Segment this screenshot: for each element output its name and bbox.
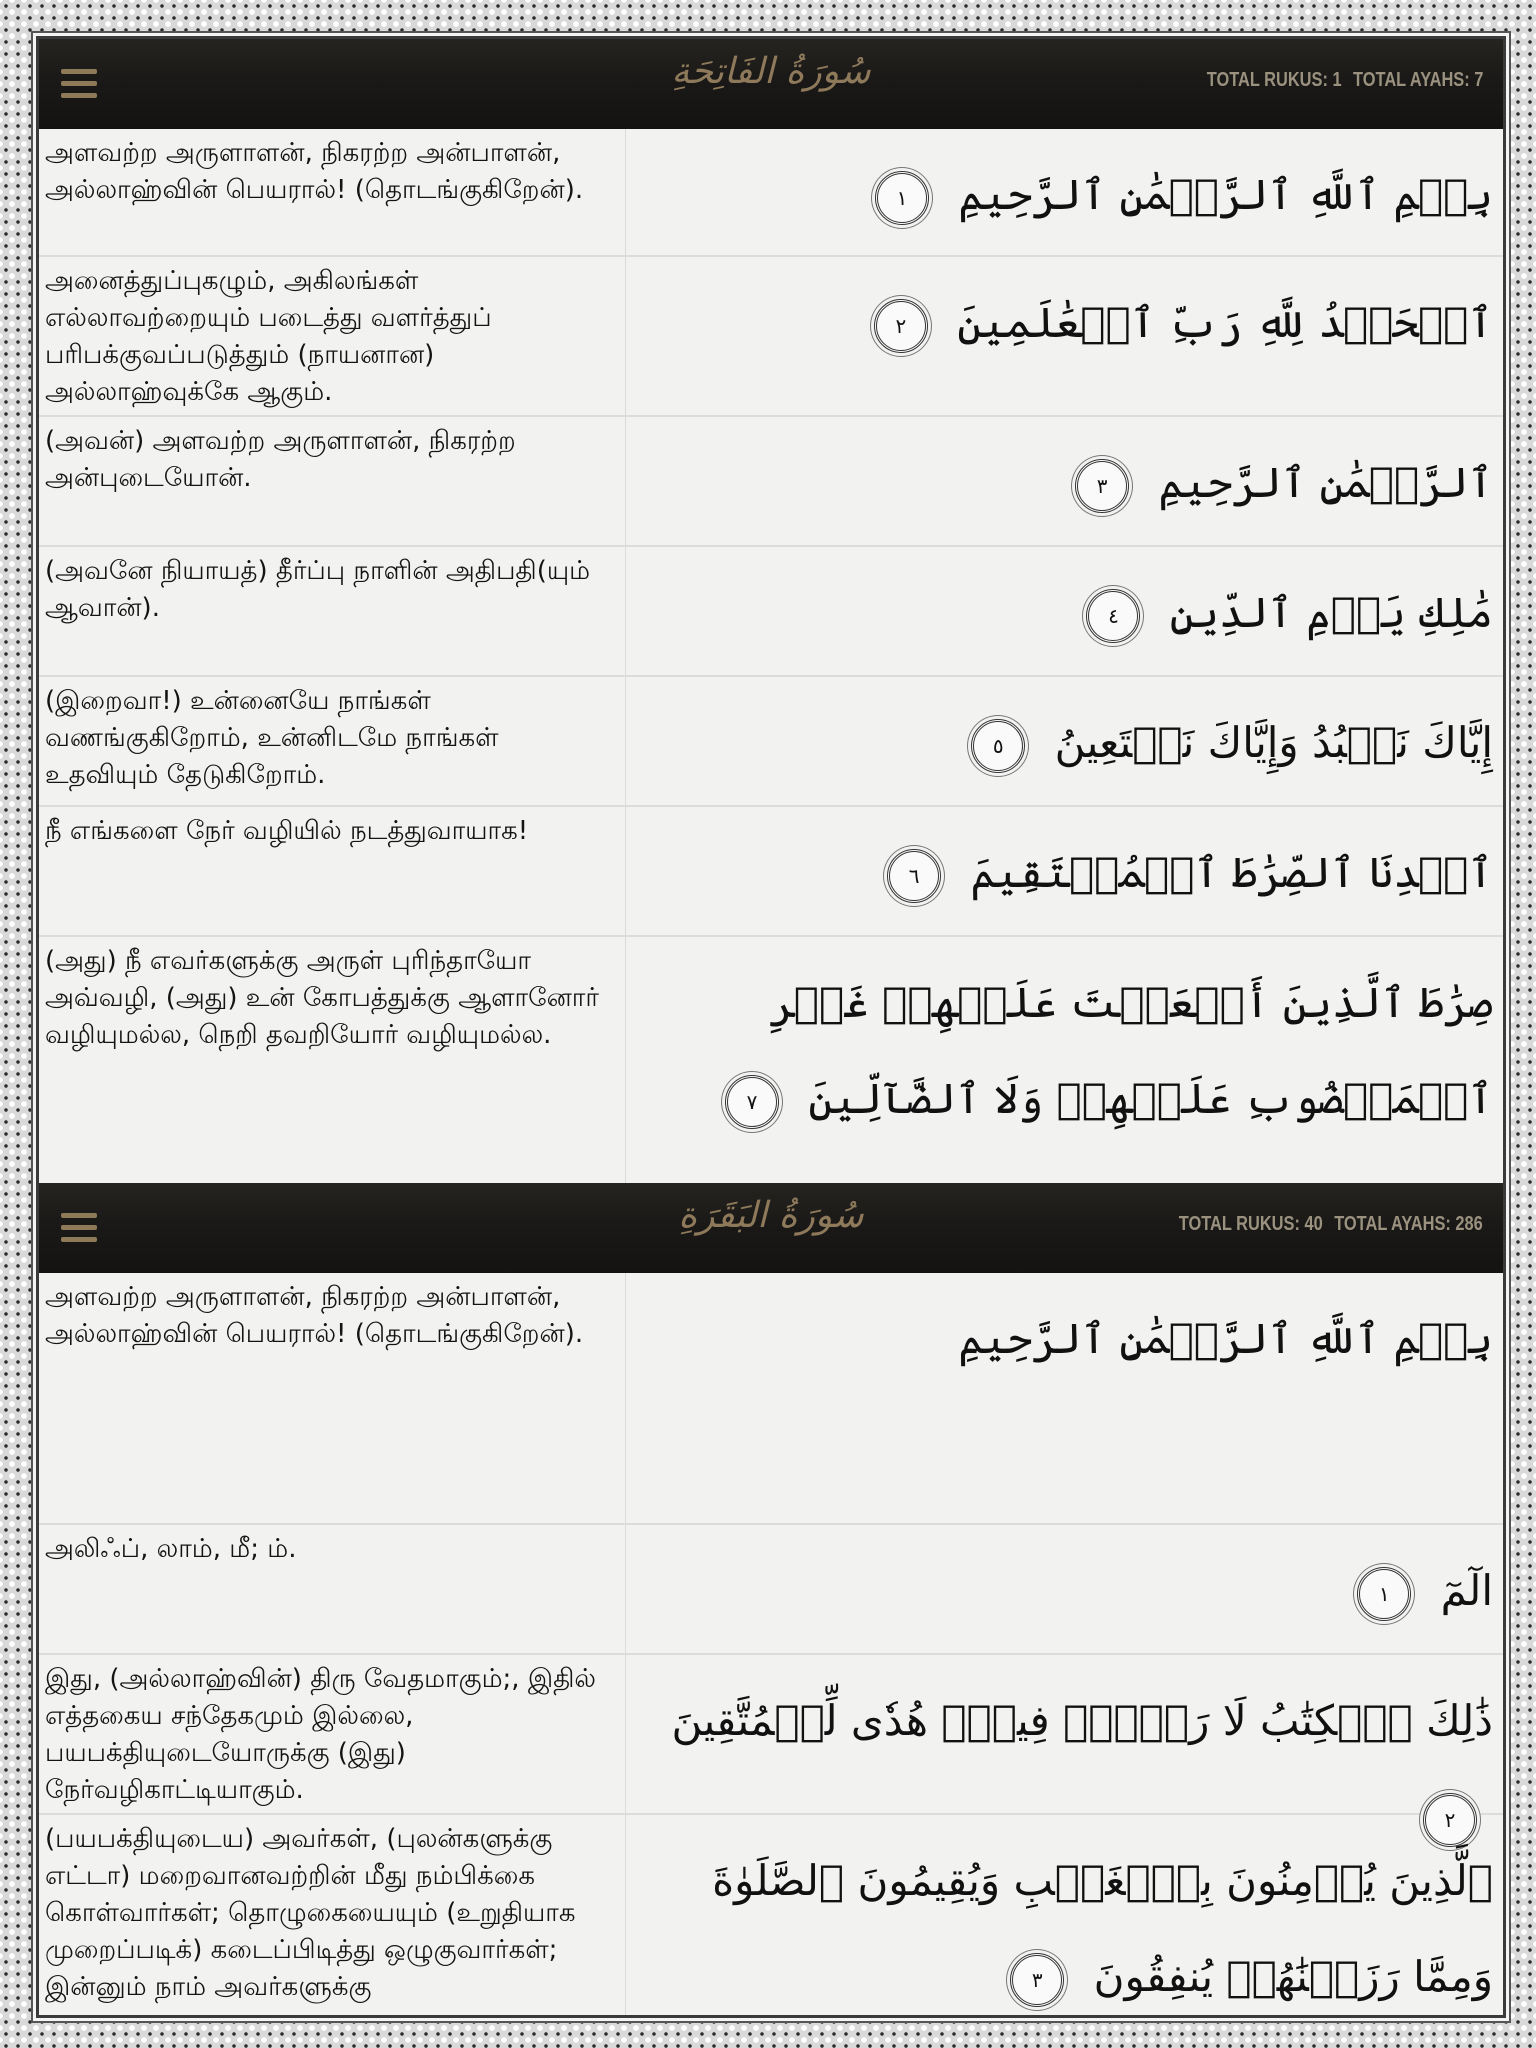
ayah-arabic: [626, 1815, 1503, 2015]
ayah-row[interactable]: [39, 807, 1503, 937]
ayah-row[interactable]: [39, 1815, 1503, 2015]
ayah-translation: அனைத்துப்புகழும், அகிலங்கள் எல்லாவற்றையும் படைத்து வளர்த்துப் பரிபக்குவப்படுத்தும் (நாயனான) அல்லாஹ்வுக்கே ஆகும்.: [39, 257, 626, 415]
ayah-arabic-text: ٱلَّذِينَ يُؤۡمِنُونَ بِٱلۡغَيۡبِ وَيُقِيمُونَ ٱلصَّلَوٰةَ وَمِمَّا رَزَقۡنَٰهُمۡ يُنفِقُونَ: [712, 1856, 1493, 2001]
surah-totals: [1179, 1213, 1483, 1236]
ayah-number-marker: ٦: [887, 849, 941, 903]
ayah-arabic-text: ٱلرَّحۡمَٰنِ ٱلرَّحِيمِ: [1158, 458, 1493, 507]
ayah-row[interactable]: [39, 937, 1503, 1183]
ayah-translation: அலிஃப், லாம், மீ; ம்.: [39, 1525, 626, 1653]
ayah-arabic: [626, 547, 1503, 675]
ayah-arabic-text: إِيَّاكَ نَعۡبُدُ وَإِيَّاكَ نَسۡتَعِينُ: [1054, 718, 1493, 767]
ayah-row[interactable]: [39, 677, 1503, 807]
ayah-number-marker: ٢: [874, 299, 928, 353]
ayah-arabic-text: ٱلۡحَمۡدُ لِلَّهِ رَبِّ ٱلۡعَٰلَمِينَ: [957, 298, 1493, 347]
total-ayahs: TOTAL AYAHS: 286: [1334, 1213, 1483, 1235]
ayah-number-marker: ٧: [725, 1075, 779, 1129]
ayah-translation: அளவற்ற அருளாளன், நிகரற்ற அன்பாளன், அல்லாஹ்வின் பெயரால்! (தொடங்குகிறேன்).: [39, 1273, 626, 1523]
ayah-translation: நீ எங்களை நேர் வழியில் நடத்துவாயாக!: [39, 807, 626, 935]
ayah-arabic: [626, 129, 1503, 255]
ayah-translation: (அவன்) அளவற்ற அருளாளன், நிகரற்ற அன்புடையோன்.: [39, 417, 626, 545]
surah-title: سُورَةُ الفَاتِحَةِ: [671, 51, 871, 92]
ayah-arabic: [626, 807, 1503, 935]
ayah-translation: (இறைவா!) உன்னையே நாங்கள் வணங்குகிறோம், உன்னிடமே நாங்கள் உதவியும் தேடுகிறோம்.: [39, 677, 626, 805]
ayah-arabic-text: ٱهۡدِنَا ٱلصِّرَٰطَ ٱلۡمُسۡتَقِيمَ: [970, 848, 1493, 897]
ayah-number-marker: ٣: [1075, 459, 1129, 513]
ayah-row[interactable]: [39, 1273, 1503, 1525]
ayah-arabic: [626, 677, 1503, 805]
ayah-arabic-text: الٓمٓ: [1440, 1566, 1493, 1615]
ayah-arabic-text: مَٰلِكِ يَوۡمِ ٱلدِّينِ: [1169, 588, 1493, 637]
ayah-number-marker: ٤: [1086, 589, 1140, 643]
total-ayahs: TOTAL AYAHS: 7: [1352, 69, 1483, 91]
ayah-translation: (அது) நீ எவர்களுக்கு அருள் புரிந்தாயோ அவ்வழி, (அது) உன் கோபத்துக்கு ஆளானோர் வழியுமல்ல, நெறி தவறியோர் வழியுமல்ல.: [39, 937, 626, 1183]
surah-totals: [1206, 69, 1483, 92]
ayah-row[interactable]: [39, 257, 1503, 417]
ayah-number-marker: ٣: [1010, 1953, 1064, 2007]
ayah-arabic: [626, 1655, 1503, 1832]
ayah-row[interactable]: [39, 129, 1503, 257]
surah-header-fatiha: [39, 39, 1503, 129]
ayah-row[interactable]: [39, 1655, 1503, 1832]
total-rukus: TOTAL RUKUS: 40: [1178, 1213, 1323, 1235]
ayah-number-marker: ٢: [1423, 1793, 1477, 1847]
ayah-translation: இது, (அல்லாஹ்வின்) திரு வேதமாகும்;, இதில் எத்தகைய சந்தேகமும் இல்லை, பயபக்தியுடையோருக்கு (இது) நேர்வழிகாட்டியாகும்.: [39, 1655, 626, 1813]
ayah-translation: அளவற்ற அருளாளன், நிகரற்ற அன்பாளன், அல்லாஹ்வின் பெயரால்! (தொடங்குகிறேன்).: [39, 129, 626, 255]
total-rukus: TOTAL RUKUS: 1: [1206, 69, 1342, 91]
ayah-arabic: [626, 1273, 1503, 1523]
ayah-number-marker: ١: [1357, 1567, 1411, 1621]
ayah-translation: (பயபக்தியுடைய) அவர்கள், (புலன்களுக்கு எட்டா) மறைவானவற்றின் மீது நம்பிக்கை கொள்வார்கள்; தொழுகையையும் (உறுதியாக முறைப்படிக்) கடைப்பிடித்து ஒழுகுவார்கள்; இன்னும் நாம் அவர்களுக்கு: [39, 1815, 626, 2015]
ayah-arabic-text: صِرَٰطَ ٱلَّذِينَ أَنۡعَمۡتَ عَلَيۡهِمۡ غَيۡرِ ٱلۡمَغۡضُوبِ عَلَيۡهِمۡ وَلَا ٱلضَّآلِّينَ: [769, 978, 1493, 1123]
ayah-arabic-text: بِسۡمِ ٱللَّهِ ٱلرَّحۡمَٰنِ ٱلرَّحِيمِ: [958, 170, 1493, 219]
ayah-number-marker: ١: [875, 171, 929, 225]
ayah-arabic: [626, 417, 1503, 545]
ayah-translation: (அவனே நியாயத்) தீர்ப்பு நாளின் அதிபதி(யும் ஆவான்).: [39, 547, 626, 675]
ayah-arabic-text: بِسۡمِ ٱللَّهِ ٱلرَّحۡمَٰنِ ٱلرَّحِيمِ: [958, 1314, 1493, 1363]
ayah-arabic-text: ذَٰلِكَ ٱلۡكِتَٰبُ لَا رَيۡبَۛ فِيهِۛ هُدٗى لِّلۡمُتَّقِينَ: [671, 1696, 1493, 1745]
ayah-row[interactable]: [39, 1525, 1503, 1655]
ayah-arabic: [626, 937, 1503, 1183]
ayah-arabic: [626, 257, 1503, 415]
surah-header-baqarah: [39, 1183, 1503, 1273]
ayah-row[interactable]: [39, 547, 1503, 677]
reader-frame: [36, 36, 1506, 2018]
ayah-row[interactable]: [39, 417, 1503, 547]
surah-title: سُورَةُ البَقَرَةِ: [678, 1195, 864, 1236]
ayah-number-marker: ٥: [971, 719, 1025, 773]
ayah-arabic: [626, 1525, 1503, 1653]
